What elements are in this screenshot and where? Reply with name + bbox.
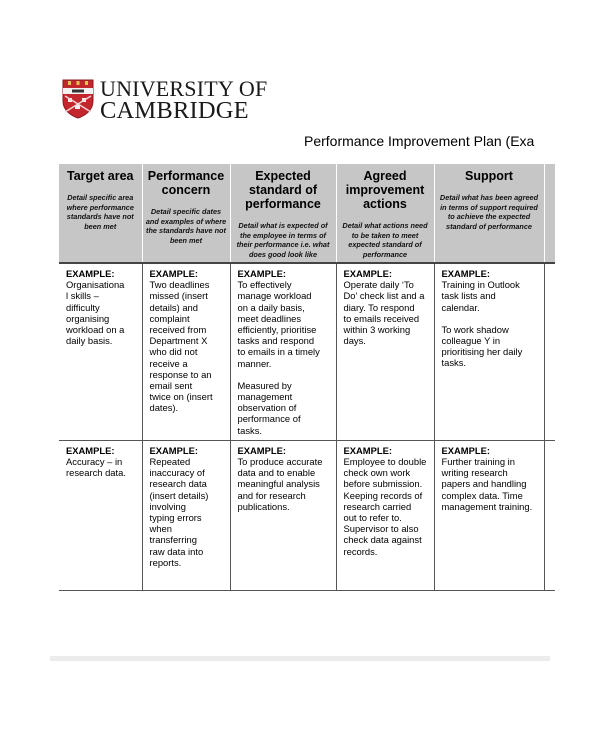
cell-text: To produce accurate data and to enable meaningful analysis and for research publications. [237,456,323,512]
cut-off-cell [544,440,555,590]
header-target-area [59,164,142,263]
header-performance-concern [142,164,230,263]
example-label: EXAMPLE: [66,444,115,456]
cell-performance-concern [142,440,230,590]
example-label: EXAMPLE: [343,268,392,279]
cell-support [434,440,544,590]
header-description: Detail what has been agreed in terms of support required to achieve the expected standard of performance [439,193,539,231]
example-label: EXAMPLE: [66,268,115,279]
header-title: Expected standard of performance [245,169,321,211]
table-row [59,263,555,440]
cell-text-secondary: To work shadow colleague Y in prioritising her daily tasks. [441,323,523,369]
logo-wordmark [100,76,268,124]
cell-target-area [59,440,142,590]
cell-performance-concern [142,263,230,440]
cell-text: Organisationa l skills – difficulty organising workload on a daily basis. [66,279,125,347]
example-label: EXAMPLE: [149,268,198,279]
header-description: Detail what is expected of the employee in terms of their performance i.e. what does good look like [236,221,330,259]
example-label: EXAMPLE: [237,268,286,279]
example-label: EXAMPLE: [343,444,392,456]
cell-text: Employee to double check own work before submission. Keeping records of research carried out to refer to. Supervisor to also check data against records. [343,456,427,557]
header-expected-standard [230,164,336,263]
cell-text: Repeated inaccuracy of research data (insert details) involving typing errors when transferring raw data into reports. [149,456,209,568]
cell-text: To effectively manage workload on a daily basis, meet deadlines efficiently, prioritise tasks and respond to emails in a timely manner. [237,279,320,369]
cell-agreed-actions [336,263,434,440]
cell-target-area [59,263,142,440]
logo-line-1: UNIVERSITY OF [100,76,268,101]
page-bottom-divider [50,656,550,661]
table-header-row [59,164,555,263]
cell-text: Training in Outlook task lists and calendar. [441,279,520,313]
cell-text-secondary: Measured by management observation of performance of tasks. [237,379,301,436]
table-row [59,440,555,590]
header-title: Performance concern [147,169,225,197]
header-agreed-actions [336,164,434,263]
cell-text: Operate daily ‘To Do’ check list and a diary. To respond to emails received within 3 working days. [343,279,425,347]
logo-line-2: CAMBRIDGE [100,97,249,124]
example-label: EXAMPLE: [237,444,286,456]
header-title: Target area [67,169,134,183]
example-label: EXAMPLE: [149,444,198,456]
example-label: EXAMPLE: [441,444,490,456]
header-description: Detail specific dates and examples of where the standards have not been met [145,207,227,245]
cut-off-cell [544,263,555,440]
header-title: Support [465,169,513,183]
example-label: EXAMPLE: [441,268,490,279]
cambridge-shield-icon [62,79,94,119]
document-title: Performance Improvement Plan (Exa [304,133,535,149]
header-cut-off-column [544,164,555,263]
university-logo [62,76,268,124]
cell-agreed-actions [336,440,434,590]
header-description: Detail specific area where performance standards have not been met [66,193,134,231]
header-title: Agreed improvement actions [345,169,425,211]
cell-text: Accuracy – in research data. [66,456,126,479]
cell-support [434,263,544,440]
cell-text: Two deadlines missed (insert details) and complaint received from Department X who did not receive a response to an email sent twice on (insert dates). [149,279,213,414]
cell-text: Further training in writing research papers and handling complex data. Time management training. [441,456,533,512]
cell-expected-standard [230,263,336,440]
cell-expected-standard [230,440,336,590]
header-description: Detail what actions need to be taken to meet expected standard of performance [342,221,428,259]
improvement-plan-table [59,164,550,568]
header-support [434,164,544,263]
